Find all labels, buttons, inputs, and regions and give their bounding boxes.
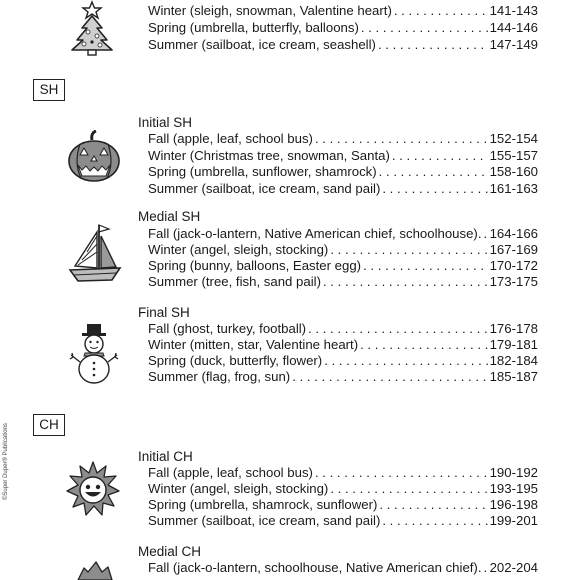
toc-row-pages: 144-146: [489, 20, 538, 35]
group-title: Medial CH: [138, 544, 202, 559]
leaf-icon: [74, 560, 118, 580]
toc-row: [148, 37, 538, 53]
toc-row-pages: 147-149: [489, 37, 538, 52]
sun-icon: [64, 460, 122, 518]
toc-row: Fall (jack-o-lantern, schoolhouse, Native American chief). . . . 202-204: [148, 560, 538, 576]
toc-row: Winter (angel, sleigh, stocking) . . . 193-195: [148, 481, 538, 497]
section-label-ch: CH: [33, 414, 65, 436]
publisher-credit: ©Super Duper® Publications: [3, 423, 9, 500]
toc-row-text: Summer (sailboat, ice cream, seashell): [148, 37, 376, 52]
toc-row: Fall (jack-o-lantern, Native American chief, schoolhouse). . . . 164-166: [148, 226, 538, 242]
group-title: Initial SH: [138, 115, 193, 130]
sailboat-icon: [66, 222, 124, 284]
toc-row: Spring (bunny, balloons, Easter egg) . . . 170-172: [148, 258, 538, 274]
toc-row: [148, 3, 538, 19]
toc-row-text: Winter (sleigh, snowman, Valentine heart): [148, 3, 392, 18]
toc-row: Spring (duck, butterfly, flower) . . . 182-184: [148, 353, 538, 369]
toc-row: Summer (flag, frog, sun) . . . 185-187: [148, 369, 538, 385]
toc-row: Fall (apple, leaf, school bus) . . . 152-154: [148, 131, 538, 147]
toc-row: Summer (sailboat, ice cream, sand pail) . . . 161-163: [148, 181, 538, 197]
group-title: Initial CH: [138, 449, 193, 464]
group-title: Final SH: [138, 305, 190, 320]
toc-row: Winter (angel, sleigh, stocking) . . . 167-169: [148, 242, 538, 258]
snowman-icon: [68, 322, 120, 386]
christmas-tree-icon: [66, 0, 118, 56]
toc-row: Spring (umbrella, shamrock, sunflower) . . . 196-198: [148, 497, 538, 513]
toc-row: Winter (mitten, star, Valentine heart) . . . 179-181: [148, 337, 538, 353]
toc-row: [148, 20, 538, 36]
toc-row-pages: 141-143: [489, 3, 538, 18]
toc-row: Fall (apple, leaf, school bus) . . . 190-192: [148, 465, 538, 481]
toc-row: Fall (ghost, turkey, football) . . . 176-178: [148, 321, 538, 337]
group-title: Medial SH: [138, 209, 201, 224]
toc-row: Winter (Christmas tree, snowman, Santa) . . . 155-157: [148, 148, 538, 164]
toc-row: Summer (tree, fish, sand pail) . . . 173-175: [148, 274, 538, 290]
toc-row: Spring (umbrella, sunflower, shamrock) . . . 158-160: [148, 164, 538, 180]
toc-row-text: Spring (umbrella, butterfly, balloons): [148, 20, 359, 35]
jack-o-lantern-icon: [66, 130, 122, 184]
toc-row: Summer (sailboat, ice cream, sand pail) . . . 199-201: [148, 513, 538, 529]
section-label-sh: SH: [33, 79, 65, 101]
